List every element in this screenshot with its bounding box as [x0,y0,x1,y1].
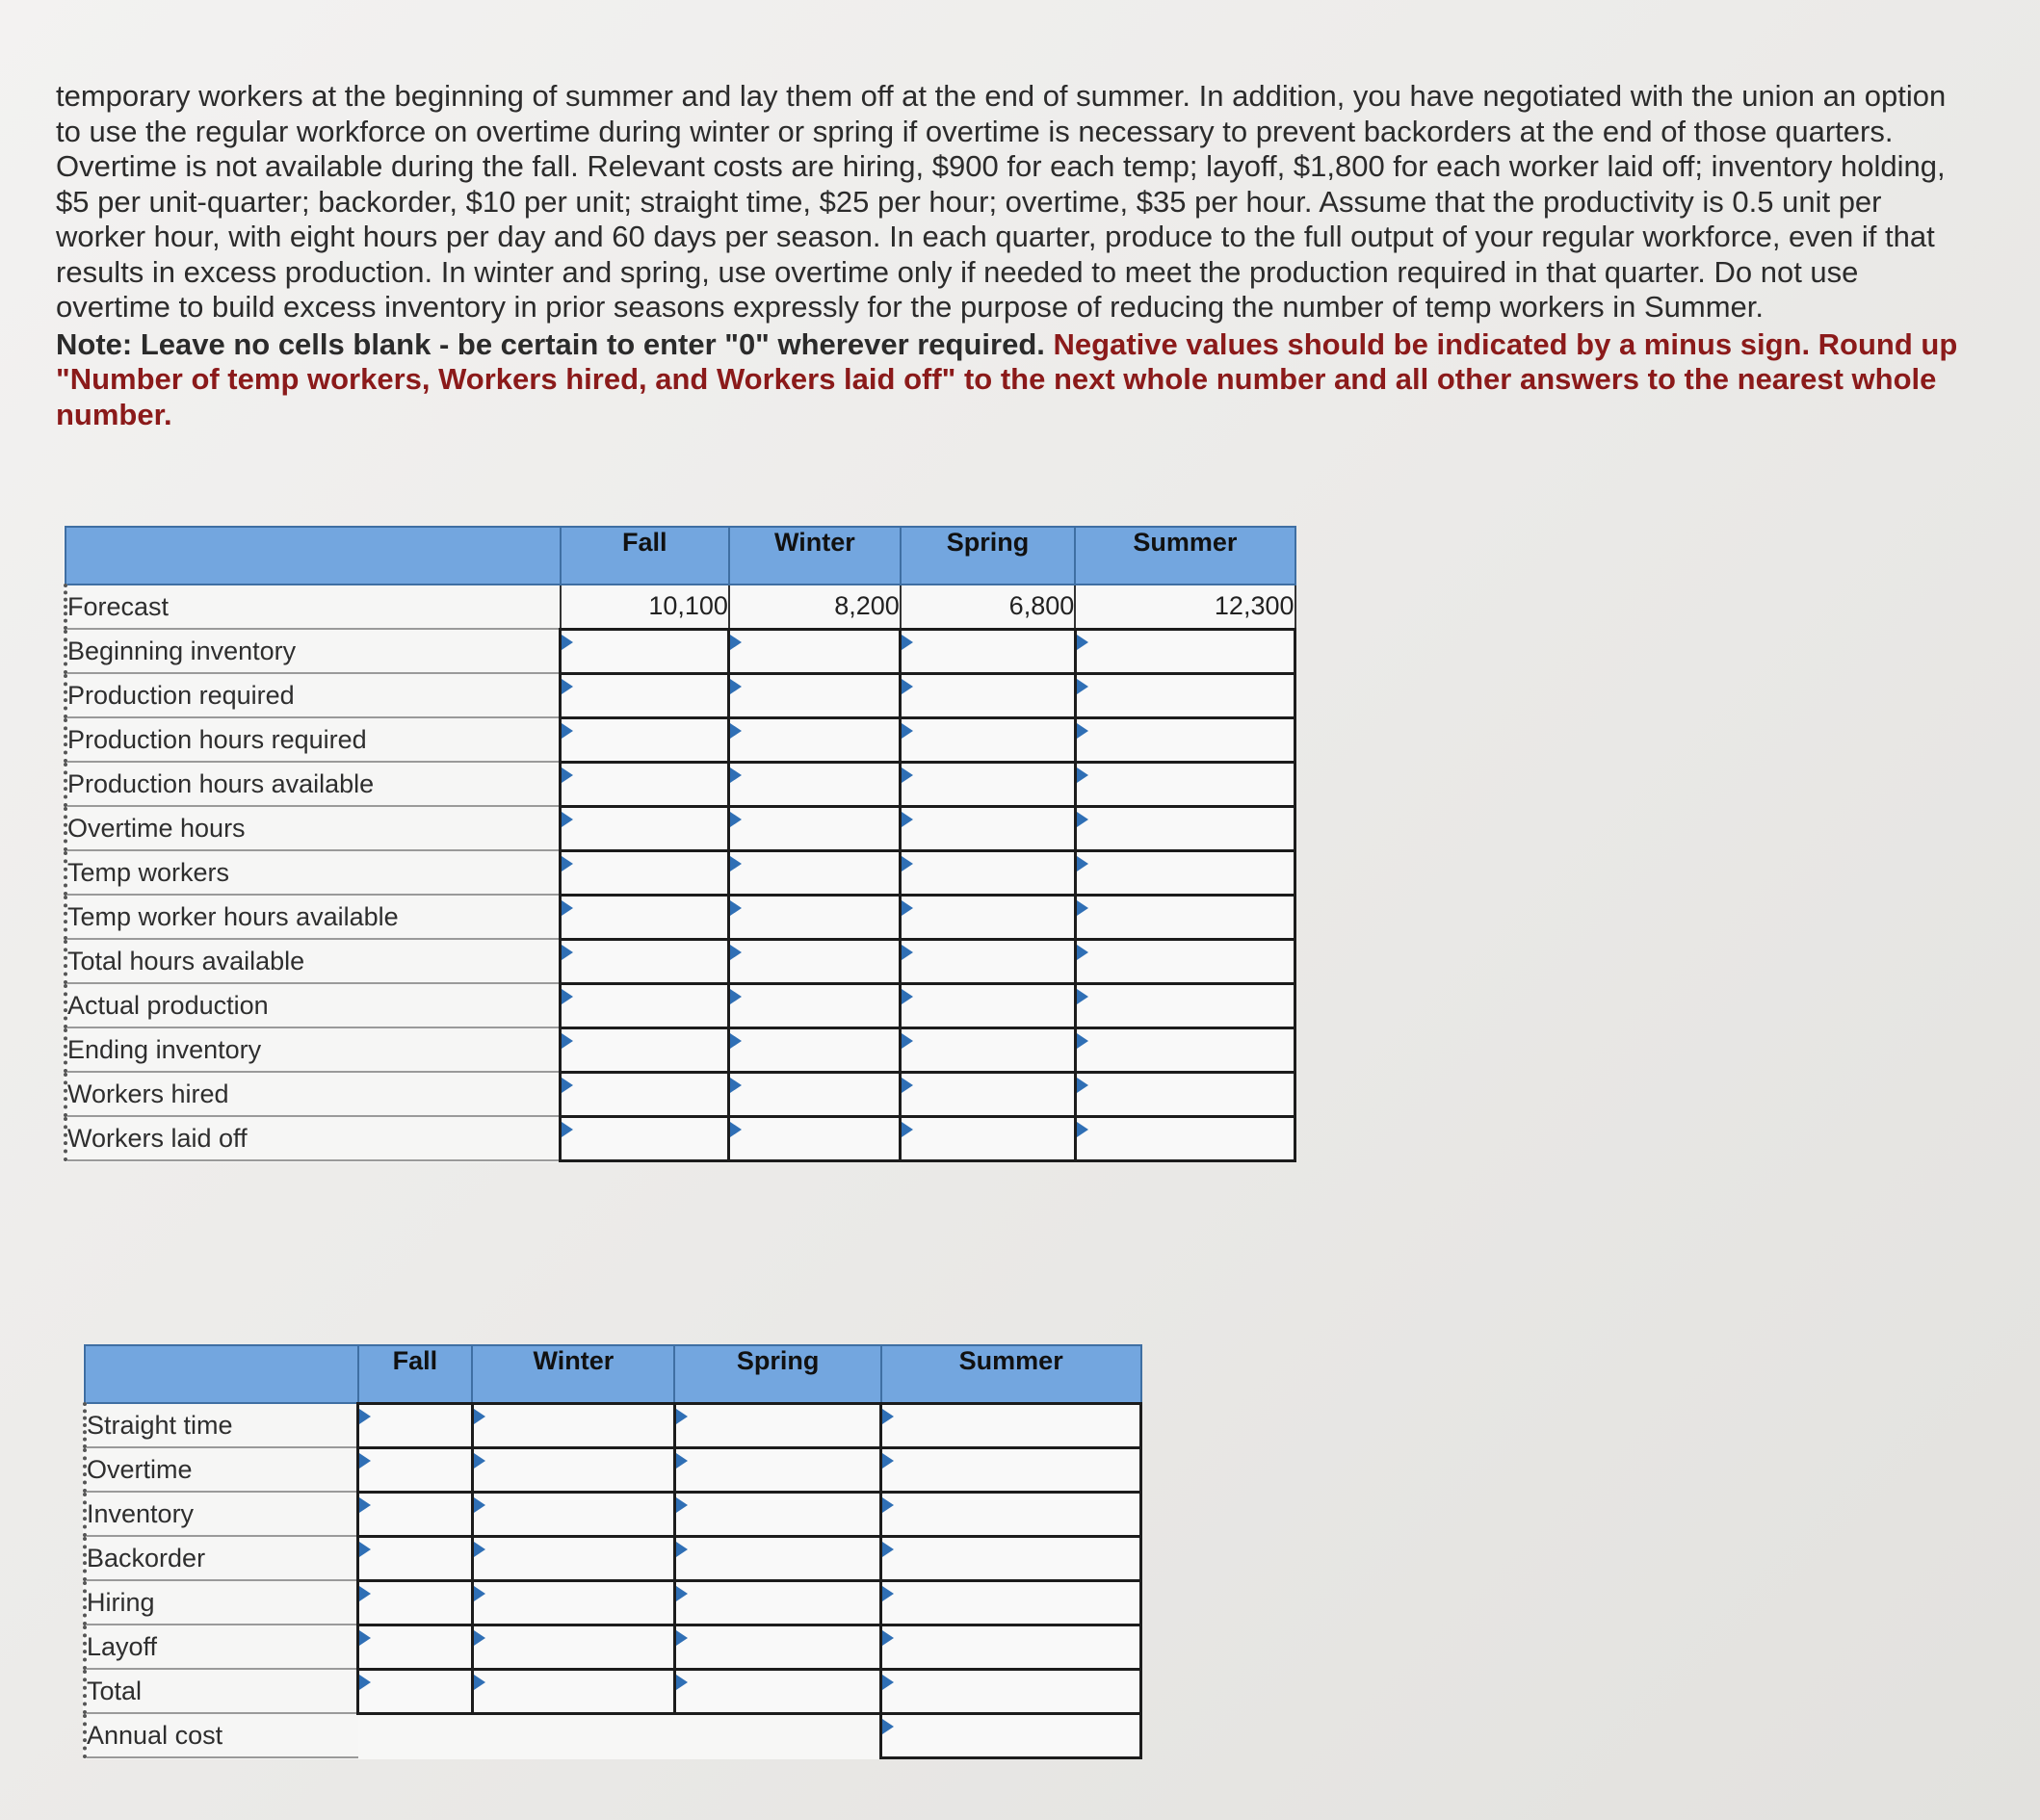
production-hours-available-fall-input[interactable] [561,762,729,806]
table-row [65,983,1295,1027]
temp-workers-summer-input[interactable] [1075,850,1295,895]
row-label-production-required: Production required [65,673,561,717]
overtime-cost-winter-input[interactable] [472,1447,674,1492]
total-cost-winter-input[interactable] [472,1669,674,1713]
overtime-cost-fall-input[interactable] [358,1447,473,1492]
inventory-cost-fall-input[interactable] [358,1492,473,1536]
note-prefix: Note: Leave no cells blank - be certain to enter "0" wherever required. [56,326,1045,361]
table-row [65,585,1295,629]
total-hours-available-summer-input[interactable] [1075,939,1295,983]
table-row [85,1536,1141,1580]
total-cost-summer-input[interactable] [881,1669,1141,1713]
aggregate-plan-table [64,526,1296,1162]
overtime-hours-summer-input[interactable] [1075,806,1295,850]
table-row [65,762,1295,806]
layoff-cost-spring-input[interactable] [674,1625,880,1669]
temp-worker-hours-available-spring-input[interactable] [901,895,1075,939]
workers-laid-off-summer-input[interactable] [1075,1116,1295,1160]
temp-workers-winter-input[interactable] [729,850,901,895]
straight-time-cost-winter-input[interactable] [472,1403,674,1447]
production-hours-available-spring-input[interactable] [901,762,1075,806]
row-label-workers-hired: Workers hired [65,1072,561,1116]
row-label-total-hours-available: Total hours available [65,939,561,983]
table-row [65,717,1295,762]
overtime-cost-spring-input[interactable] [674,1447,880,1492]
header-blank-cell [65,527,561,585]
temp-worker-hours-available-summer-input[interactable] [1075,895,1295,939]
row-label-hiring: Hiring [85,1580,358,1625]
forecast-fall: 10,100 [561,585,729,629]
table-row [85,1403,1141,1447]
table-row [65,1116,1295,1160]
row-label-temp-workers: Temp workers [65,850,561,895]
row-label-straight-time: Straight time [85,1403,358,1447]
note-rounding: Negative values should be indicated by a minus sign. Round up "Number of temp workers, Workers hired, and Workers laid off" to the next whole number and all other answers to the nearest whole number. [56,326,1958,431]
beginning-inventory-fall-input[interactable] [561,629,729,673]
actual-production-summer-input[interactable] [1075,983,1295,1027]
straight-time-cost-summer-input[interactable] [881,1403,1141,1447]
table-row [65,850,1295,895]
ending-inventory-fall-input[interactable] [561,1027,729,1072]
header-row [65,527,1295,585]
table-row [65,939,1295,983]
hiring-cost-summer-input[interactable] [881,1580,1141,1625]
header-row [85,1345,1141,1403]
inventory-cost-summer-input[interactable] [881,1492,1141,1536]
workers-laid-off-fall-input[interactable] [561,1116,729,1160]
row-label-forecast: Forecast [65,585,561,629]
production-required-winter-input[interactable] [729,673,901,717]
beginning-inventory-summer-input[interactable] [1075,629,1295,673]
overtime-cost-summer-input[interactable] [881,1447,1141,1492]
header-blank-cell [85,1345,358,1403]
row-label-production-hours-required: Production hours required [65,717,561,762]
empty-cell [674,1713,880,1757]
layoff-cost-summer-input[interactable] [881,1625,1141,1669]
table-row [85,1713,1141,1757]
forecast-winter: 8,200 [729,585,901,629]
backorder-cost-winter-input[interactable] [472,1536,674,1580]
total-hours-available-fall-input[interactable] [561,939,729,983]
cost-table [83,1344,1142,1759]
problem-text: temporary workers at the beginning of summer and lay them off at the end of summer. In addition, you have negotiated with the union an option to use the regular workforce on overtime during winter or spring if overtime is necessary to prevent backorders at the end of those quarters. Overtime is not available during the fall. Relevant costs are hiring, $900 for each temp; layoff, $1,800 for each worker laid off; inventory holding, $5 per unit-quarter; backorder, $10 per unit; straight time, $25 per hour; overtime, $35 per hour. Assume that the productivity is 0.5 unit per worker hour, with eight hours per day and 60 days per season. In each quarter, produce to the full output of your regular workforce, even if that results in excess production. In winter and spring, use overtime only if needed to meet the production required in that quarter. Do not use overtime to build excess inventory in prior seasons expressly for the purpose of reducing the number of temp workers in Summer. [56,79,1947,324]
inventory-cost-winter-input[interactable] [472,1492,674,1536]
row-label-beginning-inventory: Beginning inventory [65,629,561,673]
table-row [65,895,1295,939]
production-required-spring-input[interactable] [901,673,1075,717]
row-label-inventory: Inventory [85,1492,358,1536]
forecast-spring: 6,800 [901,585,1075,629]
table-row [85,1669,1141,1713]
row-label-production-hours-available: Production hours available [65,762,561,806]
table-row [85,1492,1141,1536]
table-row [65,806,1295,850]
production-required-summer-input[interactable] [1075,673,1295,717]
production-hours-required-winter-input[interactable] [729,717,901,762]
col-header-summer: Summer [1075,527,1295,585]
ending-inventory-summer-input[interactable] [1075,1027,1295,1072]
layoff-cost-winter-input[interactable] [472,1625,674,1669]
row-label-ending-inventory: Ending inventory [65,1027,561,1072]
backorder-cost-fall-input[interactable] [358,1536,473,1580]
col-header-winter: Winter [729,527,901,585]
temp-workers-fall-input[interactable] [561,850,729,895]
row-label-workers-laid-off: Workers laid off [65,1116,561,1160]
temp-worker-hours-available-fall-input[interactable] [561,895,729,939]
workers-hired-spring-input[interactable] [901,1072,1075,1116]
total-cost-spring-input[interactable] [674,1669,880,1713]
col-header-spring: Spring [674,1345,880,1403]
hiring-cost-winter-input[interactable] [472,1580,674,1625]
production-required-fall-input[interactable] [561,673,729,717]
forecast-summer: 12,300 [1075,585,1295,629]
overtime-hours-winter-input[interactable] [729,806,901,850]
row-label-actual-production: Actual production [65,983,561,1027]
workers-hired-fall-input[interactable] [561,1072,729,1116]
overtime-hours-fall-input[interactable] [561,806,729,850]
instruction-note [56,327,1973,433]
empty-cell [472,1713,674,1757]
table-row [85,1447,1141,1492]
row-label-annual-cost: Annual cost [85,1713,358,1757]
empty-cell [358,1713,473,1757]
beginning-inventory-spring-input[interactable] [901,629,1075,673]
backorder-cost-summer-input[interactable] [881,1536,1141,1580]
workers-laid-off-spring-input[interactable] [901,1116,1075,1160]
col-header-spring: Spring [901,527,1075,585]
actual-production-winter-input[interactable] [729,983,901,1027]
hiring-cost-fall-input[interactable] [358,1580,473,1625]
problem-statement [56,79,1973,432]
table-row [65,629,1295,673]
table-row [65,1027,1295,1072]
row-label-layoff: Layoff [85,1625,358,1669]
row-label-overtime: Overtime [85,1447,358,1492]
row-label-backorder: Backorder [85,1536,358,1580]
actual-production-spring-input[interactable] [901,983,1075,1027]
production-hours-required-spring-input[interactable] [901,717,1075,762]
total-hours-available-winter-input[interactable] [729,939,901,983]
ending-inventory-winter-input[interactable] [729,1027,901,1072]
total-hours-available-spring-input[interactable] [901,939,1075,983]
straight-time-cost-fall-input[interactable] [358,1403,473,1447]
workers-laid-off-winter-input[interactable] [729,1116,901,1160]
inventory-cost-spring-input[interactable] [674,1492,880,1536]
overtime-hours-spring-input[interactable] [901,806,1075,850]
col-header-fall: Fall [561,527,729,585]
table-row [85,1625,1141,1669]
production-hours-available-winter-input[interactable] [729,762,901,806]
temp-workers-spring-input[interactable] [901,850,1075,895]
annual-cost-input[interactable] [881,1713,1141,1757]
production-hours-required-fall-input[interactable] [561,717,729,762]
row-label-total: Total [85,1669,358,1713]
table-row [65,673,1295,717]
straight-time-cost-spring-input[interactable] [674,1403,880,1447]
col-header-winter: Winter [472,1345,674,1403]
row-label-overtime-hours: Overtime hours [65,806,561,850]
ending-inventory-spring-input[interactable] [901,1027,1075,1072]
production-hours-required-summer-input[interactable] [1075,717,1295,762]
beginning-inventory-winter-input[interactable] [729,629,901,673]
backorder-cost-spring-input[interactable] [674,1536,880,1580]
workers-hired-summer-input[interactable] [1075,1072,1295,1116]
production-hours-available-summer-input[interactable] [1075,762,1295,806]
table-row [65,1072,1295,1116]
layoff-cost-fall-input[interactable] [358,1625,473,1669]
row-label-temp-worker-hours-available: Temp worker hours available [65,895,561,939]
total-cost-fall-input[interactable] [358,1669,473,1713]
temp-worker-hours-available-winter-input[interactable] [729,895,901,939]
col-header-summer: Summer [881,1345,1141,1403]
actual-production-fall-input[interactable] [561,983,729,1027]
workers-hired-winter-input[interactable] [729,1072,901,1116]
table-row [85,1580,1141,1625]
hiring-cost-spring-input[interactable] [674,1580,880,1625]
col-header-fall: Fall [358,1345,473,1403]
